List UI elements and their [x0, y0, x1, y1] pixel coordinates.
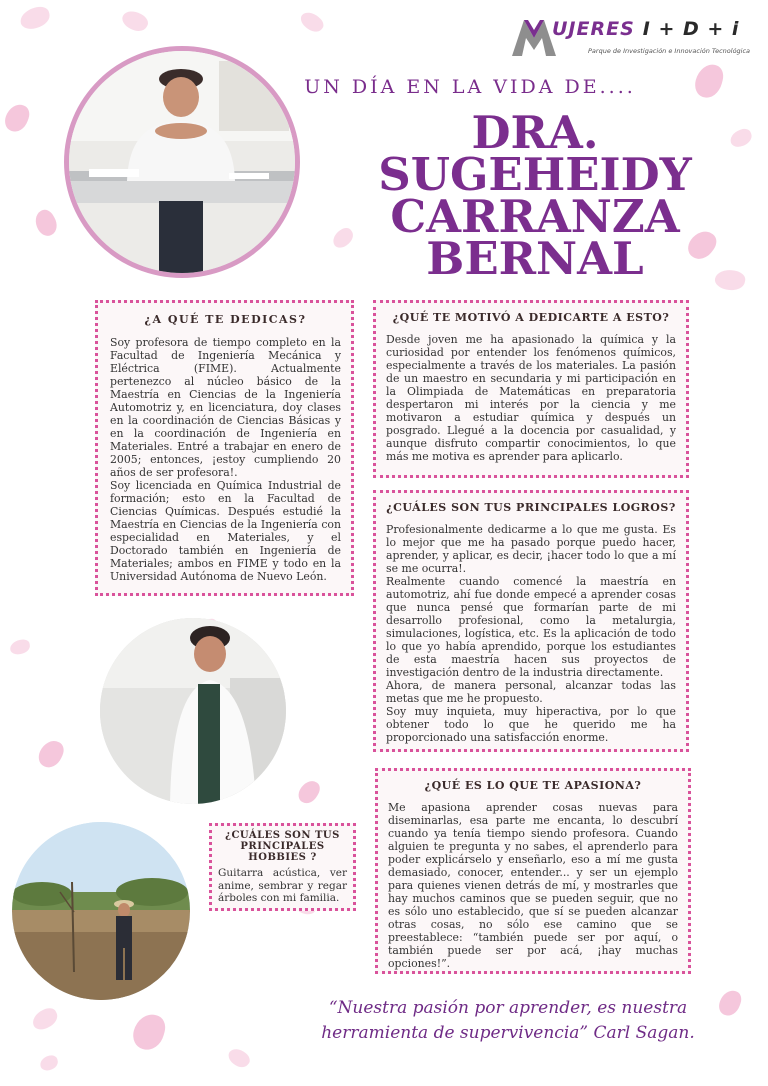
decorative-petal — [18, 4, 52, 31]
decorative-petal — [9, 638, 31, 655]
decorative-petal — [713, 268, 746, 293]
section-hobbies — [209, 823, 356, 911]
decorative-petal — [29, 1005, 60, 1032]
decorative-petal — [225, 1045, 252, 1071]
section-principales-logros — [373, 490, 689, 752]
decorative-petal — [2, 101, 32, 135]
title-line: SUGEHEIDY — [378, 148, 692, 201]
logo-brand-rest: I + D + i — [642, 18, 740, 40]
portrait-photo-desk — [64, 46, 300, 278]
page-kicker: UN DÍA EN LA VIDA DE.... — [304, 76, 636, 98]
title-line: CARRANZA — [390, 190, 680, 243]
section-body — [218, 867, 347, 905]
section-paragraph: Me apasiona aprender cosas nuevas para diseminarlas, esa parte me encanta, lo descubrí cuando ya tenía tiempo siendo profesora. Cuando alguien te pregunta y no sabes, el aprenderlo para poder explicárselo y enseñarlo, eso a mí me gusta demasiado, conocer, entender... y ser un ejemplo para quienes vienen detrás de mí, y mostrarles que hay muchos caminos que se pueden seguir, que no es sólo uno establecido, que sí se pueden alcanzar otras cosas, no sólo ese camino que se preestablece: “también puede ser por aquí, o también puede ser por acá, ¡hay muchas opciones!”. — [388, 801, 678, 970]
quote-line: herramienta de supervivencia” Carl Sagan. — [321, 1023, 695, 1043]
section-paragraph: Realmente cuando comencé la maestría en automotriz, ahí fue donde empecé a aprender cosas que nunca pensé que formarían parte de mi desarrollo profesional, como la metalurgia, simulaciones, logística, etc. Es la aplicación de todo lo que yo había aprendido, porque los estudiantes de esta maestría hacen sus proyectos de investigación dentro de la industria directamente. — [386, 575, 676, 679]
decorative-petal — [329, 225, 356, 251]
section-body — [386, 333, 676, 463]
section-body — [110, 336, 341, 583]
section-paragraph: Soy profesora de tiempo completo en la Facultad de Ingeniería Mecánica y Eléctrica (FIME). Actualmente pertenezco al núcleo básico de la Maestría en Ciencias de la Ingeniería Automotriz y, en licenciatura, doy clases en la coordinación de Ciencias Básicas y en la coordinación de Ingeniería en Materiales. Entré a trabajar en enero de 2005; entonces, ¡estoy cumpliendo 20 años de ser profesora!. — [110, 336, 341, 479]
decorative-petal — [728, 127, 754, 150]
field-illustration — [12, 822, 190, 1000]
section-paragraph: Soy muy inquieta, muy hiperactiva, por lo que obtener todo lo que he querido me ha proporcionado una satisfacción enorme. — [386, 705, 676, 744]
section-heading: ¿A QUÉ TE DEDICAS? — [144, 313, 307, 326]
section-heading: ¿QUÉ TE MOTIVÓ A DEDICARTE A ESTO? — [392, 311, 670, 324]
decorative-petal — [119, 7, 151, 36]
decorative-petal — [38, 1054, 59, 1072]
outdoor-photo-field — [12, 822, 190, 1000]
section-que-te-apasiona — [375, 768, 691, 974]
title-line: DRA. — [471, 106, 599, 159]
logo-wordmark — [552, 18, 739, 40]
page-title — [370, 106, 700, 285]
decorative-petal — [295, 777, 323, 807]
logo-brand-main: UJERES — [552, 18, 635, 40]
section-paragraph: Desde joven me ha apasionado la química y la curiosidad por entender los fenómenos químicos, especialmente a través de los materiales. La pasión de un maestro en secundaria y mi participación en la Olimpiada de Matemáticas en preparatoria despertaron mi interés por la ciencia y me motivaron a estudiar química y después un posgrado. Llegué a la docencia por casualidad, y aunque disfruto compartir conocimientos, lo que más me motiva es aprender para aplicarlo. — [386, 333, 676, 463]
section-heading — [218, 830, 347, 863]
quote-line: “Nuestra pasión por aprender, es nuestra — [328, 998, 688, 1018]
title-line: BERNAL — [426, 232, 644, 285]
logo-tagline: Parque de Investigación e Innovación Tecnológica — [588, 47, 751, 55]
section-heading: ¿QUÉ ES LO QUE TE APASIONA? — [424, 779, 642, 792]
section-paragraph: Ahora, de manera personal, alcanzar todas las metas que me he propuesto. — [386, 679, 676, 705]
portrait-labcoat-illustration — [100, 618, 286, 804]
section-body — [386, 523, 676, 744]
heading-line: ¿CUÁLES SON TUS — [225, 830, 340, 841]
section-que-te-motivo — [373, 300, 689, 478]
decorative-petal — [692, 61, 726, 101]
decorative-petal — [35, 737, 67, 772]
section-que-te-dedicas — [95, 300, 354, 596]
heading-line: PRINCIPALES HOBBIES ? — [240, 841, 325, 863]
decorative-petal — [31, 207, 61, 240]
section-heading: ¿CUÁLES SON TUS PRINCIPALES LOGROS? — [386, 501, 676, 514]
decorative-petal — [716, 987, 744, 1018]
decorative-petal — [130, 1011, 168, 1054]
portrait-desk-illustration — [69, 51, 295, 273]
portrait-photo-labcoat — [100, 618, 286, 804]
section-paragraph: Profesionalmente dedicarme a lo que me gusta. Es lo mejor que me ha pasado porque puedo hacer, aprender, y aplicar, es decir, ¡hacer todo lo que a mí se me ocurra!. — [386, 523, 676, 575]
decorative-petal — [298, 8, 327, 36]
section-paragraph: Guitarra acústica, ver anime, sembrar y regar árboles con mi familia. — [218, 867, 347, 904]
section-paragraph: Soy licenciada en Química Industrial de formación; esto en la Facultad de Ciencias Químicas. Después estudié la Maestría en Ciencias de la Ingeniería con especialidad en Materiales, y el Doctorado también en Ingeniería de Materiales; ambos en FIME y todo en la Universidad Autónoma de Nuevo León. — [110, 479, 341, 583]
section-body — [388, 801, 678, 970]
mujeres-idi-logo — [508, 14, 758, 64]
closing-quote — [298, 996, 718, 1046]
